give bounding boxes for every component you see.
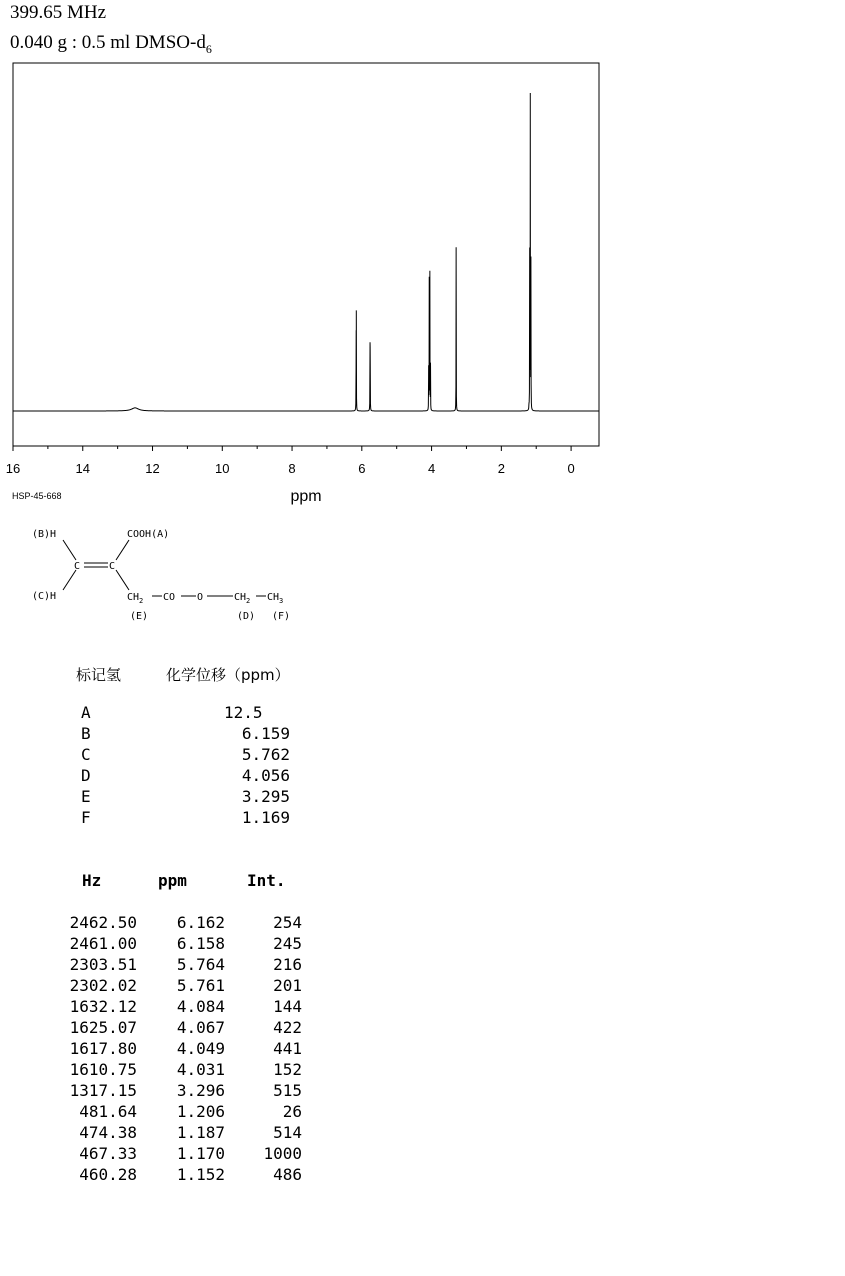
peak-row [0, 1102, 320, 1123]
label-co: CO [163, 592, 176, 603]
label-f: (F) [272, 611, 291, 622]
peak-int: 486 [273, 1165, 302, 1184]
peak-row [0, 913, 320, 934]
peak-row [0, 997, 320, 1018]
label-c-right: C [109, 561, 116, 572]
shift-value: 12.5 [224, 703, 263, 722]
x-tick-label: 10 [215, 461, 230, 476]
shift-label: C [81, 745, 91, 764]
shift-label: B [81, 724, 91, 743]
peak-int: 1000 [263, 1144, 302, 1163]
peak-ppm: 1.170 [176, 1144, 225, 1163]
shift-label: D [81, 766, 91, 785]
x-tick-label: 2 [497, 461, 505, 476]
shift-value: 6.159 [241, 724, 290, 743]
peak-hz: 460.28 [79, 1165, 137, 1184]
shift-header-label: 标记氢 [76, 666, 122, 684]
peak-hz: 2302.02 [69, 976, 137, 995]
peak-row [0, 955, 320, 976]
peak-ppm: 3.296 [176, 1081, 225, 1100]
peak-int: 441 [273, 1039, 302, 1058]
peak-ppm: 6.162 [176, 913, 225, 932]
shift-label: E [81, 787, 91, 806]
peak-hz: 2303.51 [69, 955, 137, 974]
peak-row [0, 1165, 320, 1186]
peak-ppm: 1.187 [176, 1123, 225, 1142]
peak-header-hz: Hz [82, 871, 102, 890]
nmr-spectrum-chart [0, 55, 620, 515]
peak-int: 245 [273, 934, 302, 953]
x-axis-label: ppm [290, 488, 322, 505]
label-o: O [197, 592, 204, 603]
x-tick-label: 14 [75, 461, 90, 476]
peak-row [0, 1123, 320, 1144]
bond-ch2 [116, 570, 129, 590]
peak-ppm: 1.206 [176, 1102, 225, 1121]
label-ch2-d: $CH_2$ [234, 592, 251, 605]
x-tick-label: 12 [145, 461, 160, 476]
x-tick-label: 8 [288, 461, 296, 476]
peak-int: 422 [273, 1018, 302, 1037]
peak-ppm: 4.067 [176, 1018, 225, 1037]
sample-subscript: 6 [205, 41, 212, 56]
x-axis-tick-labels [6, 461, 575, 476]
peak-ppm: 6.158 [176, 934, 225, 953]
peak-row [0, 934, 320, 955]
spectrum-id: HSP-45-668 [12, 491, 62, 501]
peak-hz: 474.38 [79, 1123, 137, 1142]
shift-value: 5.762 [241, 745, 290, 764]
peak-row [0, 1060, 320, 1081]
sample-text: 0.040 g : 0.5 ml DMSO-d [10, 32, 206, 53]
x-axis-ticks [13, 446, 571, 451]
peak-ppm: 4.084 [176, 997, 225, 1016]
peak-int: 514 [273, 1123, 302, 1142]
peak-ppm: 4.049 [176, 1039, 225, 1058]
peak-int: 26 [282, 1102, 302, 1121]
label-e: (E) [130, 611, 149, 622]
shift-label: A [81, 703, 91, 722]
peak-hz: 1610.75 [69, 1060, 137, 1079]
x-tick-label: 4 [427, 461, 436, 476]
bond-ch [63, 570, 76, 590]
label-ch2-e: $CH_2$ [127, 592, 144, 605]
peak-row [0, 976, 320, 997]
peak-int: 201 [273, 976, 302, 995]
label-d: (D) [237, 611, 256, 622]
x-tick-label: 0 [567, 461, 575, 476]
peak-hz: 1625.07 [69, 1018, 137, 1037]
peak-int: 144 [273, 997, 302, 1016]
peak-hz: 467.33 [79, 1144, 137, 1163]
spectrometer-frequency: 399.65 MHz [10, 2, 107, 23]
shift-value: 4.056 [241, 766, 290, 785]
peak-ppm: 4.031 [176, 1060, 225, 1079]
label-ch3-f: $CH_3$ [267, 592, 284, 605]
peak-row [0, 1144, 320, 1165]
molecule-structure [0, 520, 320, 630]
peak-hz: 2461.00 [69, 934, 137, 953]
peak-int: 254 [273, 913, 302, 932]
peak-ppm: 5.764 [176, 955, 225, 974]
bond-bh [63, 540, 76, 560]
peak-hz: 1617.80 [69, 1039, 137, 1058]
shift-value: 3.295 [241, 787, 290, 806]
peak-int: 152 [273, 1060, 302, 1079]
peak-header-ppm: ppm [158, 871, 187, 890]
shift-header-value: 化学位移（ppm） [166, 666, 290, 684]
peak-row [0, 1018, 320, 1039]
peak-hz: 1317.15 [69, 1081, 137, 1100]
plot-frame [13, 63, 599, 446]
x-tick-label: 16 [5, 461, 21, 476]
label-cooh: COOH(A) [127, 529, 170, 540]
peak-hz: 481.64 [79, 1102, 137, 1121]
peak-hz: 2462.50 [69, 913, 137, 932]
peak-ppm: 5.761 [176, 976, 225, 995]
sample-description [10, 32, 212, 57]
peak-int: 515 [273, 1081, 302, 1100]
peak-ppm: 1.152 [176, 1165, 225, 1184]
peak-header-int: Int. [247, 871, 286, 890]
shift-value: 1.169 [241, 808, 290, 827]
peak-hz: 1632.12 [69, 997, 137, 1016]
peak-row [0, 1081, 320, 1102]
shift-label: F [81, 808, 91, 827]
label-c-left: C [74, 561, 81, 572]
bond-cooh [116, 540, 129, 560]
spectrum-trace [13, 93, 599, 411]
peak-int: 216 [273, 955, 302, 974]
label-bh: (B)H [32, 529, 57, 540]
x-tick-label: 6 [358, 461, 366, 476]
peak-row [0, 1039, 320, 1060]
label-ch: (C)H [32, 591, 57, 602]
